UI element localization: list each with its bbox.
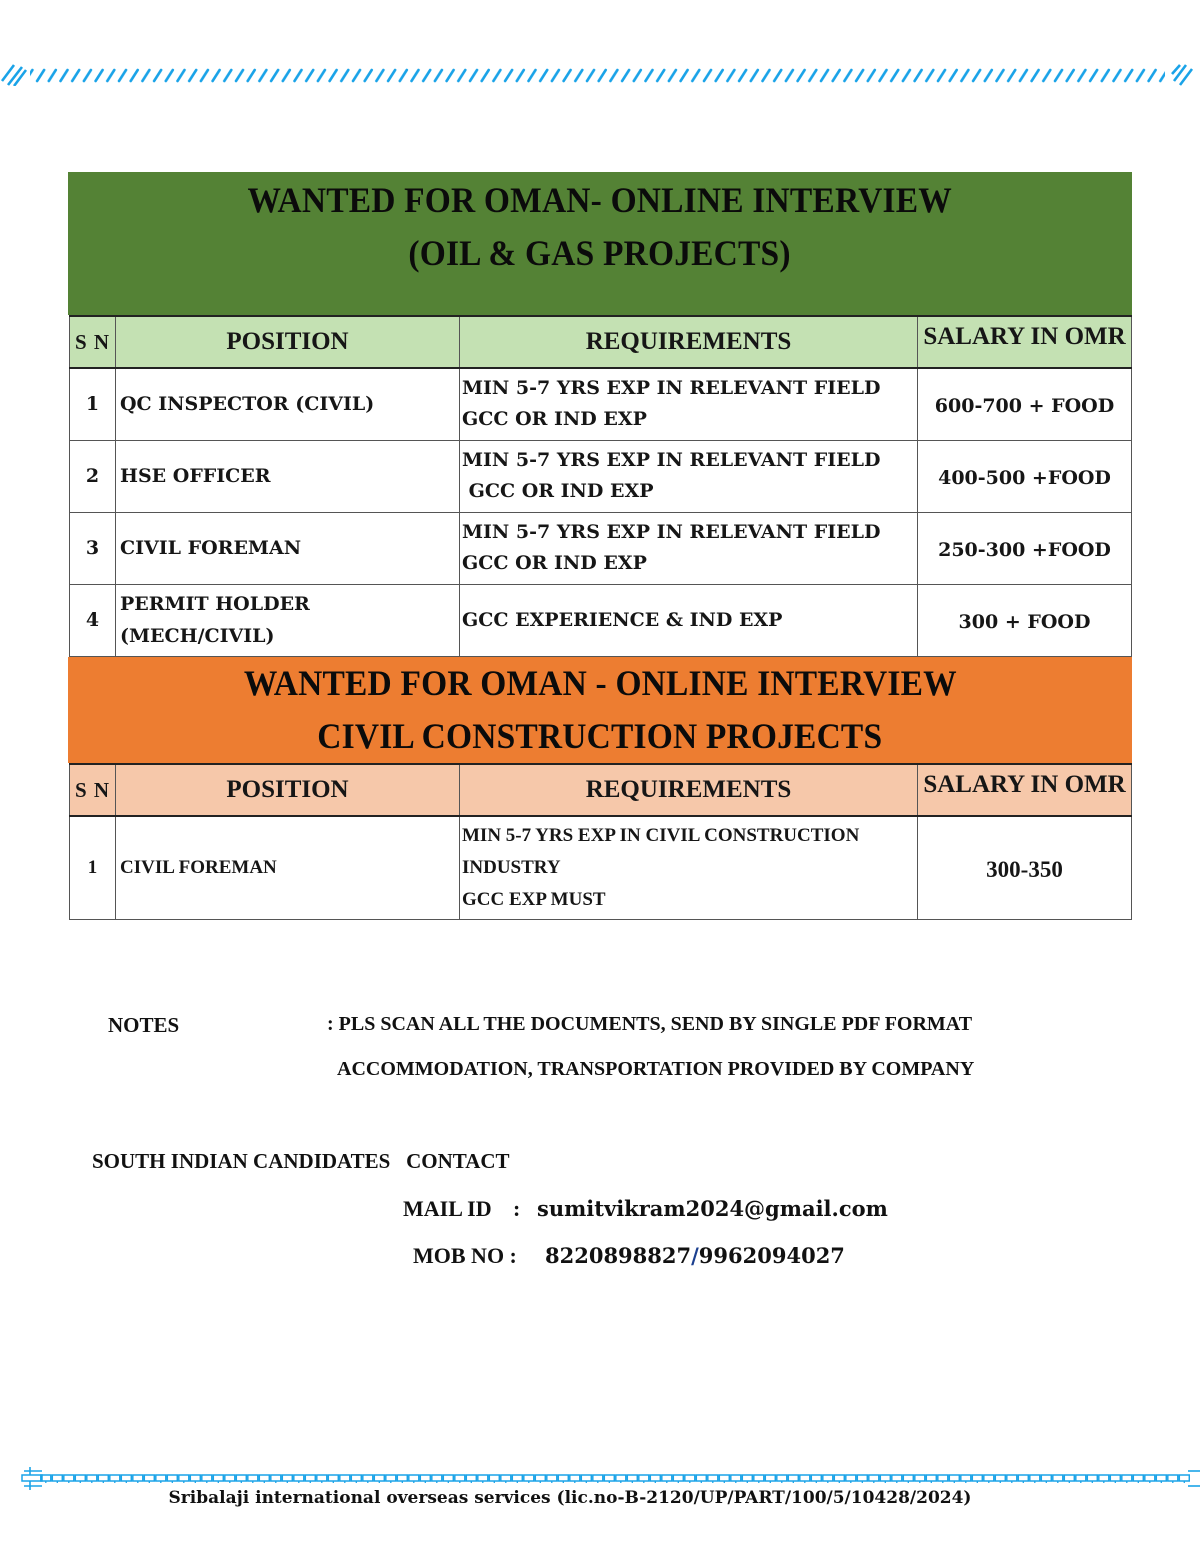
requirement-line: GCC OR IND EXP (462, 552, 647, 574)
row-sn: 2 (70, 440, 116, 512)
position-line: HSE OFFICER (120, 465, 271, 487)
top-decorative-border (0, 64, 1200, 86)
requirement-line: GCC EXP MUST (462, 888, 606, 910)
column-header-requirements: REQUIREMENTS (460, 316, 918, 368)
mail-id-value[interactable] (537, 1196, 888, 1222)
table-row (70, 816, 1132, 919)
row-salary: 400-500 +FOOD (918, 440, 1132, 512)
requirement-line: MIN 5-7 YRS EXP IN RELEVANT FIELD (462, 521, 881, 543)
requirement-line: GCC EXPERIENCE & IND EXP (462, 608, 783, 631)
banner-title-line-1: WANTED FOR OMAN - ONLINE INTERVIEW (243, 663, 957, 703)
row-position (116, 440, 460, 512)
table-header-row (70, 764, 1132, 816)
position-line: CIVIL FOREMAN (120, 537, 302, 559)
table-row (70, 584, 1132, 656)
mail-id-separator: : (513, 1196, 521, 1221)
position-line: (MECH/CIVIL) (120, 625, 275, 647)
requirement-line: MIN 5-7 YRS EXP IN RELEVANT FIELD (462, 377, 881, 400)
row-requirements (460, 440, 918, 512)
position-line: PERMIT HOLDER (120, 593, 310, 615)
table-header-row (70, 316, 1132, 368)
row-salary: 600-700 + FOOD (918, 368, 1132, 440)
requirement-line: GCC OR IND EXP (462, 408, 647, 431)
position-line: QC INSPECTOR (CIVIL) (120, 393, 375, 416)
row-salary: 250-300 +FOOD (918, 512, 1132, 584)
row-salary: 300-350 (918, 816, 1132, 919)
table-row (70, 368, 1132, 440)
notes-line-1: : PLS SCAN ALL THE DOCUMENTS, SEND BY SINGLE PDF FORMAT (327, 1013, 973, 1035)
column-header-position: POSITION (116, 764, 460, 816)
row-sn: 4 (70, 584, 116, 656)
row-sn: 1 (70, 816, 116, 919)
column-header-sn: S N (70, 764, 116, 816)
row-sn: 1 (70, 368, 116, 440)
position-line: CIVIL FOREMAN (120, 856, 277, 878)
column-header-salary: SALARY IN OMR (918, 764, 1132, 816)
row-requirements (460, 512, 918, 584)
row-requirements (460, 584, 918, 656)
row-position (116, 816, 460, 919)
agency-license-footer: Sribalaji international overseas services (lic.no-B-2120/UP/PART/100/5/10428/2024) (168, 1488, 972, 1508)
section-oil-gas-banner (68, 172, 1132, 315)
row-position (116, 512, 460, 584)
row-requirements (460, 816, 918, 919)
banner-title-line-2: (OIL & GAS PROJECTS) (408, 233, 792, 273)
table-row (70, 440, 1132, 512)
notes-label: NOTES (108, 1013, 180, 1037)
column-header-salary: SALARY IN OMR (918, 316, 1132, 368)
contact-heading: SOUTH INDIAN CANDIDATES CONTACT (92, 1149, 510, 1173)
banner-title-line-1: WANTED FOR OMAN- ONLINE INTERVIEW (247, 180, 953, 220)
mobile-number-1[interactable]: 8220898827 (545, 1243, 692, 1268)
mobile-number-2[interactable]: 9962094027 (698, 1243, 845, 1268)
notes-line-2: ACCOMMODATION, TRANSPORTATION PROVIDED BY COMPANY (337, 1058, 975, 1080)
row-position (116, 584, 460, 656)
civil-construction-positions-table (69, 763, 1132, 920)
column-header-sn: S N (70, 316, 116, 368)
row-sn: 3 (70, 512, 116, 584)
mail-id-label: MAIL ID (403, 1196, 492, 1221)
requirement-line: MIN 5-7 YRS EXP IN RELEVANT FIELD (462, 449, 881, 471)
row-salary: 300 + FOOD (918, 584, 1132, 656)
oil-gas-positions-table (69, 315, 1132, 657)
requirement-line: MIN 5-7 YRS EXP IN CIVIL CONSTRUCTION (462, 824, 860, 846)
banner-title-line-2: CIVIL CONSTRUCTION PROJECTS (317, 716, 883, 756)
requirement-line: INDUSTRY (462, 856, 561, 878)
mobile-separator: / (691, 1243, 699, 1268)
mobile-label: MOB NO : (413, 1243, 517, 1268)
table-row (70, 512, 1132, 584)
row-requirements (460, 368, 918, 440)
requirement-line: GCC OR IND EXP (462, 480, 654, 502)
mobile-numbers (545, 1243, 845, 1269)
email-link[interactable]: sumitvikram2024@gmail.com (537, 1196, 888, 1221)
column-header-requirements: REQUIREMENTS (460, 764, 918, 816)
section-civil-construction-banner (68, 657, 1132, 763)
row-position (116, 368, 460, 440)
column-header-position: POSITION (116, 316, 460, 368)
